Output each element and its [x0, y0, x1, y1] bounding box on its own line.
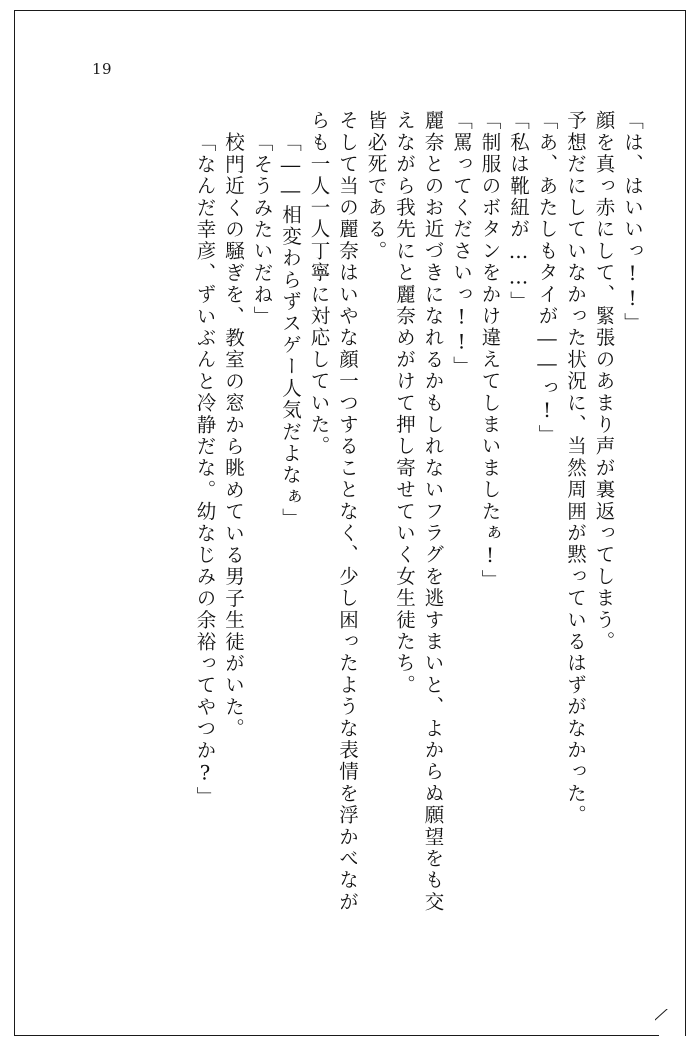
text-column: そして当の麗奈はいやな顔一つすることなく、少し困ったような表情を浮かべなが: [336, 110, 359, 913]
page-corner-fold-icon: [655, 1009, 689, 1043]
text-column: 「そうみたいだね」: [250, 132, 274, 328]
text-column: 「――相変わらずスゲー人気だよなぁ」: [279, 132, 302, 530]
text-column: 皆必死である。: [364, 110, 388, 262]
text-column: 「は、はいいっ!!」: [621, 110, 644, 334]
text-column: 顔を真っ赤にして、緊張のあまり声が裏返ってしまう。: [592, 110, 616, 653]
vertical-text-body: [82, 110, 642, 940]
text-column: 「あ、あたしもタイが――っ!」: [535, 110, 559, 446]
text-column: 校門近くの騒ぎを、教室の窓から眺めている男子生徒がいた。: [222, 132, 245, 740]
text-column: 麗奈とのお近づきになれるかもしれないフラグを逃すまいと、よからぬ願望をも交: [421, 110, 445, 913]
text-column: 「私は靴紐が……」: [507, 110, 530, 313]
text-column: らも一人一人丁寧に対応していた。: [307, 110, 331, 458]
text-column: 「なんだ幸彦、ずいぶんと冷静だな。幼なじみの余裕ってやつか?」: [193, 132, 217, 809]
text-column: えながら我先にと麗奈めがけて押し寄せていく女生徒たち。: [393, 110, 416, 696]
text-column: 「罵ってくださいっ!!」: [450, 110, 473, 378]
page-number: 19: [92, 60, 113, 78]
text-column: 「制服のボタンをかけ違えてしまいましたぁ!」: [478, 110, 502, 591]
text-column: 予想だにしていなかった状況に、当然周囲が黙っているはずがなかった。: [564, 110, 587, 827]
